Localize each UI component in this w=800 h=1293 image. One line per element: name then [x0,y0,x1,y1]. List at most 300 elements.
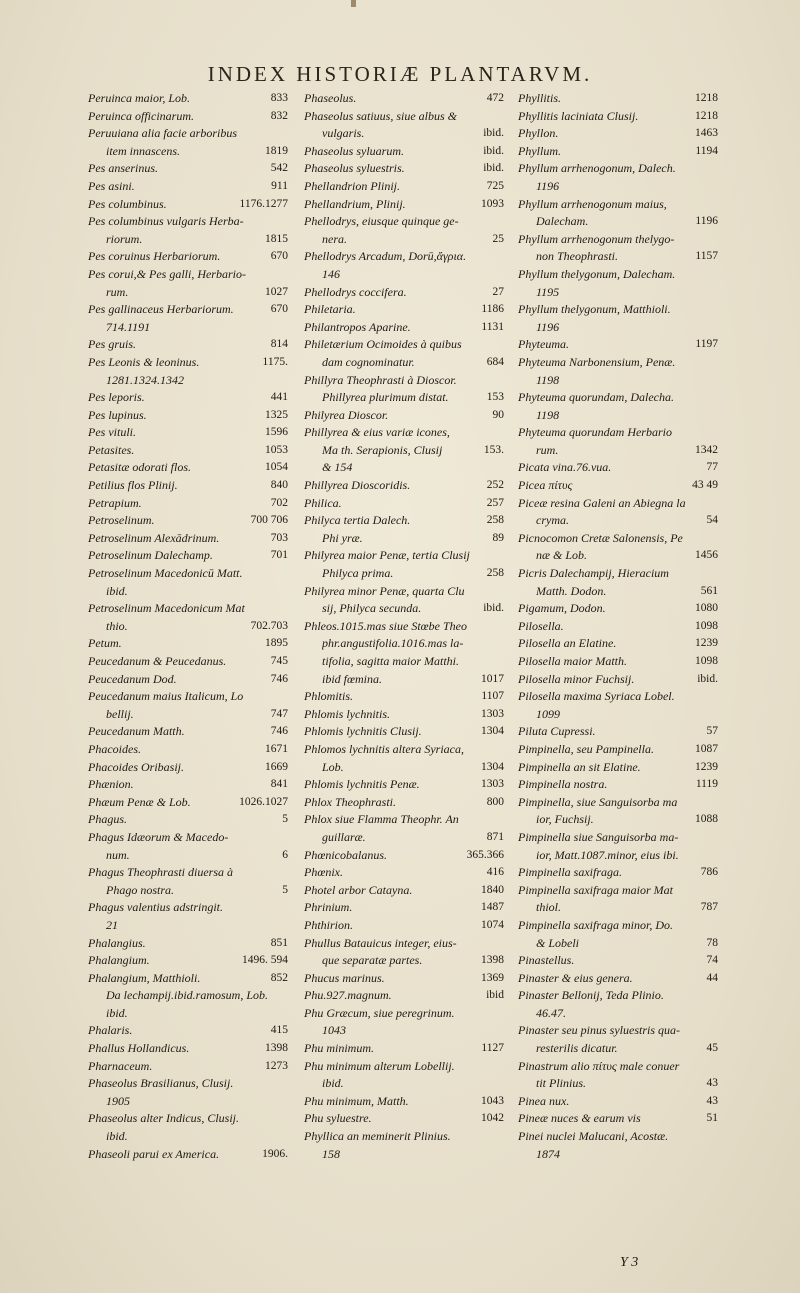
entry-page-ref: ibid [486,989,504,1002]
index-entry [518,389,718,407]
entry-term: 714.1191 [106,319,151,334]
index-entry [88,178,288,196]
index-entry [518,284,718,302]
index-entry [304,547,504,565]
entry-term: Phellandrion Plinij. [304,178,400,193]
entry-page-ref: 74 [706,954,718,967]
entry-page-ref: ibid. [483,127,504,140]
entry-term: Phaseolus syluestris. [304,161,405,176]
entry-term: Phellodrys coccifera. [304,284,407,299]
entry-page-ref: 1074 [481,918,504,931]
index-entry [88,424,288,442]
entry-term: Phullus Batauicus integer, eius- [304,935,457,950]
entry-term: & 154 [322,460,353,475]
index-entry [88,442,288,460]
entry-term: Phleos.1015.mas siue Stœbe Theo [304,618,467,633]
entry-page-ref: 43 49 [692,479,718,492]
entry-term: Pimpinella siue Sanguisorba ma- [518,829,679,844]
entry-page-ref: 787 [700,901,718,914]
entry-term: Petroselinum Macedonicū Matt. [88,566,243,581]
index-entry [518,125,718,143]
index-entry [518,741,718,759]
entry-page-ref: 27 [492,285,504,298]
index-entry [518,970,718,988]
index-entry [88,1093,288,1111]
index-entry [304,284,504,302]
index-entry [518,1146,718,1164]
index-entry [518,477,718,495]
entry-term: riorum. [106,231,143,246]
entry-term: Philyrea minor Penæ, quarta Clu [304,583,465,598]
index-entry [518,1005,718,1023]
index-entry [304,495,504,513]
entry-term: Phaseolus satiuus, siue albus & [304,108,458,123]
index-entry [304,160,504,178]
index-entry [518,671,718,689]
index-entry [88,583,288,601]
entry-page-ref: 1398 [481,954,504,967]
index-entry [88,776,288,794]
index-entry [88,336,288,354]
entry-term: ibid. [322,1076,344,1091]
index-entry [88,1058,288,1076]
index-entry [88,952,288,970]
entry-term: ibid fœmina. [322,671,383,686]
entry-term: Petasites. [88,442,135,457]
entry-term: Petasitæ odorati flos. [88,460,192,475]
entry-term: Phillyrea & eius variæ icones, [304,425,450,440]
entry-term: Phyllum thelygonum, Dalecham. [518,266,676,281]
entry-page-ref: 1895 [265,637,288,650]
index-entry [304,389,504,407]
entry-term: Pimpinella, siue Sanguisorba ma [518,794,678,809]
entry-page-ref: 1053 [265,443,288,456]
entry-term: Peruuiana alia facie arboribus [88,126,237,141]
index-column-1 [88,90,288,1163]
index-entry [518,723,718,741]
entry-term: Photel arbor Catayna. [304,882,413,897]
entry-term: Picnocomon Cretæ Salonensis, Pe [518,530,683,545]
entry-term: Pimpinella saxifraga minor, Do. [518,917,673,932]
entry-term: ior, Fuchsij. [536,812,594,827]
entry-term: Pes lupinus. [88,407,147,422]
index-entry [304,196,504,214]
entry-page-ref: 746 [270,725,288,738]
entry-term: Phœnix. [304,865,343,880]
entry-term: tit Plinius. [536,1076,587,1091]
entry-term: phr.angustifolia.1016.mas la- [322,636,464,651]
entry-page-ref: 852 [270,971,288,984]
index-entry [304,987,504,1005]
index-entry [304,248,504,266]
entry-term: Petum. [88,636,122,651]
index-entry [88,125,288,143]
entry-term: ior, Matt.1087.minor, eius ibi. [536,847,679,862]
index-entry [88,1128,288,1146]
entry-page-ref: 1815 [265,232,288,245]
entry-term: 1043 [322,1023,346,1038]
entry-page-ref: 57 [706,725,718,738]
entry-term: Phœnicobalanus. [304,847,387,862]
index-entry [518,512,718,530]
index-entry [518,899,718,917]
entry-page-ref: 1157 [695,250,718,263]
index-entry [88,389,288,407]
entry-page-ref: 1119 [695,778,718,791]
index-entry [304,143,504,161]
index-entry [518,1040,718,1058]
entry-page-ref: 258 [486,567,504,580]
entry-term: Pineæ nuces & earum vis [518,1111,641,1126]
entry-page-ref: 90 [492,408,504,421]
entry-term: Phu minimum alterum Lobellij. [304,1058,455,1073]
index-entry [88,759,288,777]
index-entry [88,935,288,953]
entry-term: Pimpinella, seu Pampinella. [518,741,654,756]
entry-term: Pinastellus. [518,953,575,968]
index-entry [304,1093,504,1111]
entry-page-ref: 44 [706,971,718,984]
entry-term: Phacoides. [88,741,141,756]
entry-page-ref: 746 [270,672,288,685]
entry-term: Phaseolus alter Indicus, Clusij. [88,1111,239,1126]
index-entry [88,143,288,161]
index-entry [304,213,504,231]
index-entry [88,1005,288,1023]
index-entry [88,372,288,390]
entry-term: Pimpinella nostra. [518,777,608,792]
entry-term: Lob. [322,759,344,774]
index-entry [518,424,718,442]
entry-term: bellij. [106,706,134,721]
entry-term: Phellandrium, Plinij. [304,196,406,211]
entry-term: Pinei nuclei Malucani, Acostæ. [518,1129,669,1144]
entry-term: Phrinium. [304,900,353,915]
entry-term: ibid. [106,1129,128,1144]
index-entry [518,547,718,565]
entry-term: 1196 [536,178,560,193]
index-entry [304,319,504,337]
entry-term: Pharnaceum. [88,1058,153,1073]
index-entry [518,442,718,460]
entry-page-ref: 851 [270,936,288,949]
index-entry [304,864,504,882]
entry-term: Petilius flos Plinij. [88,478,178,493]
entry-page-ref: 1463 [695,127,718,140]
index-entry [518,618,718,636]
entry-page-ref: 684 [486,355,504,368]
index-entry [88,864,288,882]
entry-term: Pinaster & eius genera. [518,970,633,985]
index-entry [518,1058,718,1076]
index-entry [304,1146,504,1164]
entry-term: Phellodrys Arcadum, Dorū,ἄγρια. [304,249,467,264]
index-entry [304,970,504,988]
entry-page-ref: 542 [270,162,288,175]
index-entry [88,987,288,1005]
entry-page-ref: 45 [706,1042,718,1055]
entry-page-ref: 1671 [265,742,288,755]
index-entry [88,688,288,706]
index-entry [518,319,718,337]
entry-page-ref: 725 [486,179,504,192]
entry-term: sij, Philyca secunda. [322,601,422,616]
index-entry [518,565,718,583]
entry-page-ref: 1042 [481,1112,504,1125]
entry-page-ref: 25 [492,232,504,245]
index-entry [304,407,504,425]
index-entry [304,1058,504,1076]
entry-page-ref: 1218 [695,92,718,104]
entry-page-ref: 1304 [481,725,504,738]
entry-term: resterilis dicatur. [536,1041,618,1056]
entry-term: Peucedanum & Peucedanus. [88,654,227,668]
entry-term: Phaseolus Brasilianus, Clusij. [88,1076,234,1091]
entry-term: Pilosella an Elatine. [518,636,617,651]
index-entry [88,1110,288,1128]
entry-page-ref: 472 [486,92,504,104]
entry-term: Phyllum arrhenogonum thelygo- [518,231,675,246]
index-entry [518,196,718,214]
entry-term: 1198 [536,407,560,422]
index-entry [88,741,288,759]
entry-page-ref: 416 [486,866,504,879]
entry-term: Philetaria. [304,302,356,317]
entry-page-ref: 43 [706,1077,718,1090]
entry-page-ref: 1596 [265,426,288,439]
entry-page-ref: 1127 [481,1042,504,1055]
entry-term: Da lechampij.ibid.ramosum, Lob. [106,988,268,1003]
entry-term: Pimpinella an sit Elatine. [518,759,641,774]
index-entry [88,407,288,425]
entry-page-ref: 1194 [695,144,718,157]
entry-term: Phu syluestre. [304,1111,372,1126]
entry-term: Phallus Hollandicus. [88,1041,190,1056]
entry-page-ref: 1303 [481,707,504,720]
entry-term: Phyteuma quorundam Herbario [518,425,672,440]
index-entry [518,495,718,513]
entry-term: Picea πίτυς [518,478,573,493]
index-entry [304,530,504,548]
entry-page-ref: 745 [270,655,288,667]
entry-term: Petroselinum. [88,513,155,528]
entry-page-ref: 1080 [695,602,718,615]
index-entry [518,178,718,196]
index-entry [518,706,718,724]
index-entry [304,442,504,460]
entry-term: Pes leporis. [88,390,145,405]
index-entry [88,512,288,530]
entry-term: Pes Leonis & leoninus. [88,354,200,369]
index-entry [88,618,288,636]
index-entry [304,952,504,970]
entry-page-ref: 78 [706,936,718,949]
entry-term: Phagus Theophrasti diuersa à [88,865,234,880]
entry-term: Phucus marinus. [304,970,385,985]
index-entry [518,459,718,477]
entry-page-ref: 6 [282,848,288,861]
entry-term: Phaseolus syluarum. [304,143,404,158]
entry-term: Picata vina.76.vua. [518,460,612,475]
entry-term: dam cognominatur. [322,354,415,369]
entry-term: ibid. [106,1005,128,1020]
entry-term: Petrapium. [88,495,142,510]
index-entry [518,882,718,900]
entry-page-ref: 415 [270,1024,288,1037]
index-entry [88,530,288,548]
index-entry [304,1005,504,1023]
index-entry [304,336,504,354]
index-entry [88,1146,288,1164]
entry-term: Ma th. Serapionis, Clusij [322,442,443,457]
index-entry [88,547,288,565]
entry-term: Phlomis lychnitis. [304,706,390,721]
index-entry [304,600,504,618]
index-entry [304,301,504,319]
entry-term: Philyca prima. [322,566,394,581]
entry-page-ref: 5 [282,813,288,826]
index-entry [88,882,288,900]
index-entry [518,987,718,1005]
entry-term: Phyllitis. [518,91,561,105]
entry-term: næ & Lob. [536,548,588,563]
index-entry [518,301,718,319]
entry-page-ref: 1303 [481,778,504,791]
index-entry [88,970,288,988]
index-entry [518,1075,718,1093]
entry-page-ref: 840 [270,479,288,492]
index-entry [304,759,504,777]
entry-page-ref: 1196 [695,215,718,228]
index-entry [88,108,288,126]
index-entry [88,248,288,266]
entry-term: 1195 [536,284,560,299]
entry-term: Phyllum. [518,143,561,158]
index-entry [88,354,288,372]
index-entry [304,741,504,759]
entry-term: non Theophrasti. [536,249,619,264]
index-entry [88,600,288,618]
entry-term: Phyteuma Narbonensium, Penæ. [518,354,676,369]
entry-page-ref: 1175. [262,355,288,368]
entry-term: Phyllum arrhenogonum, Dalech. [518,161,676,176]
entry-term: tifolia, sagitta maior Matthi. [322,654,460,668]
index-entry [88,213,288,231]
index-entry [304,671,504,689]
index-entry [88,899,288,917]
index-entry [304,108,504,126]
index-entry [518,635,718,653]
index-entry [304,794,504,812]
entry-term: Pes columbinus vulgaris Herba- [88,214,244,229]
entry-page-ref: 252 [486,479,504,492]
index-entry [518,952,718,970]
entry-term: 1281.1324.1342 [106,372,184,387]
entry-term: Philyrea maior Penæ, tertia Clusij [304,548,470,563]
entry-term: 158 [322,1146,340,1161]
index-entry [88,635,288,653]
index-entry [304,1040,504,1058]
entry-page-ref: 77 [706,461,718,474]
entry-page-ref: 1840 [481,883,504,896]
entry-term: Pilosella minor Fuchsij. [518,671,635,686]
entry-term: Pilosella maior Matth. [518,654,627,668]
index-entry [304,1110,504,1128]
entry-page-ref: 700 706 [250,514,288,527]
entry-page-ref: 153. [483,443,504,456]
index-entry [518,1022,718,1040]
entry-term: Phyllum arrhenogonum maius, [518,196,667,211]
entry-term: 46.47. [536,1005,566,1020]
entry-term: thiol. [536,900,562,915]
entry-page-ref: 1325 [265,408,288,421]
index-entry [88,917,288,935]
index-entry [518,600,718,618]
index-entry [518,1093,718,1111]
index-entry [518,143,718,161]
index-entry [518,90,718,108]
index-entry [518,1128,718,1146]
entry-term: Pinastrum alio πίτυς male conuer [518,1058,680,1073]
index-entry [304,618,504,636]
entry-page-ref: 1304 [481,760,504,773]
entry-term: vulgaris. [322,126,365,141]
entry-term: guillaræ. [322,829,366,844]
entry-page-ref: 51 [706,1112,718,1125]
entry-term: 1874 [536,1146,560,1161]
entry-term: 1196 [536,319,560,334]
entry-term: Peucedanum maius Italicum, Lo [88,689,244,704]
entry-term: Phyllum thelygonum, Matthioli. [518,302,671,317]
entry-term: Phu.927.magnum. [304,988,392,1003]
index-entry [88,1075,288,1093]
entry-term: Phyllitis laciniata Clusij. [518,108,639,123]
index-entry [88,671,288,689]
entry-term: Phyllon. [518,126,559,141]
entry-term: Phago nostra. [106,882,175,897]
index-entry [304,266,504,284]
entry-page-ref: 670 [270,303,288,316]
index-entry [88,160,288,178]
index-entry [304,1128,504,1146]
entry-page-ref: 1218 [695,109,718,122]
entry-term: Pes gruis. [88,337,136,352]
entry-term: Phthirion. [304,917,354,932]
entry-page-ref: 43 [706,1094,718,1107]
entry-page-ref: 1197 [695,338,718,351]
index-entry [88,565,288,583]
signature-mark: Y 3 [620,1255,639,1270]
index-entry [304,459,504,477]
entry-page-ref: 1398 [265,1042,288,1055]
entry-page-ref: 1273 [265,1059,288,1072]
entry-term: item innascens. [106,143,180,158]
entry-term: Pilosella. [518,618,564,633]
entry-page-ref: 1098 [695,655,718,667]
index-entry [304,653,504,671]
entry-term: Pes gallinaceus Herbariorum. [88,302,234,317]
entry-term: 1099 [536,706,560,721]
entry-page-ref: 1043 [481,1094,504,1107]
index-entry [88,495,288,513]
entry-term: Phi yræ. [322,530,363,545]
index-entry [88,90,288,108]
page-title: INDEX HISTORIÆ PLANTARVM. [207,62,593,86]
index-entry [304,899,504,917]
entry-term: rum. [536,442,559,457]
entry-page-ref: 871 [486,830,504,843]
entry-term: Phaseoli parui ex America. [88,1146,220,1161]
